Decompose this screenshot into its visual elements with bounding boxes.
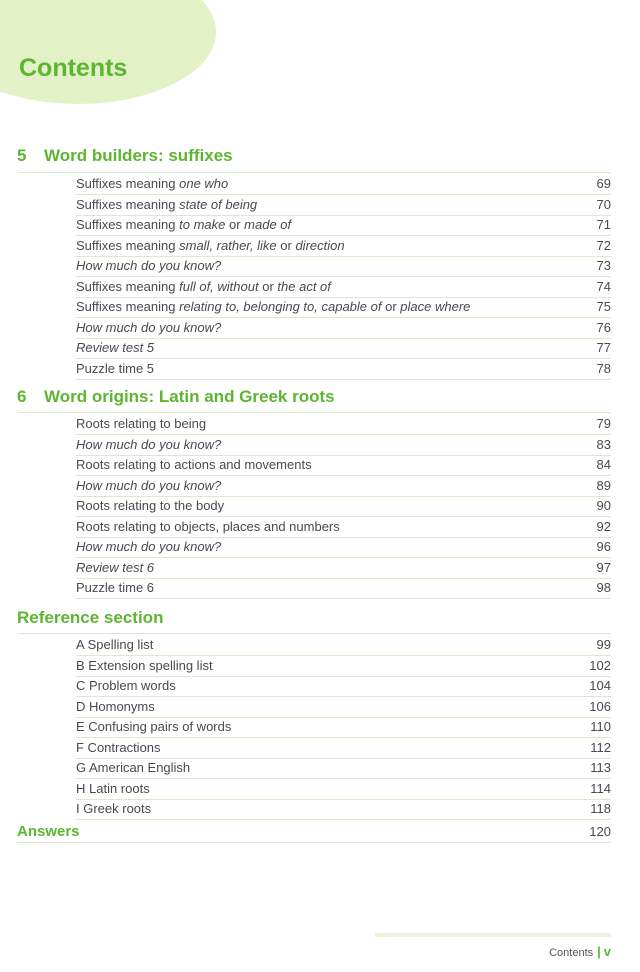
entry-text: Roots relating to actions and movements (76, 457, 312, 472)
entry-page-number: 97 (596, 559, 611, 575)
entry-title (76, 476, 221, 496)
entry-text: Suffixes meaning (76, 196, 180, 212)
entry-title (76, 517, 340, 537)
toc-entry[interactable] (76, 215, 611, 236)
toc-entry[interactable] (76, 558, 611, 579)
section-heading (17, 146, 233, 166)
section-title: Word builders: suffixes (44, 146, 233, 165)
entry-title (76, 697, 155, 717)
entry-text-italic: made of (244, 217, 292, 232)
toc-entry[interactable] (76, 635, 611, 656)
entry-page-number: 113 (590, 760, 611, 775)
toc-entry[interactable] (76, 318, 611, 339)
entry-text-italic: How much do you know? (76, 477, 222, 493)
entry-title (76, 738, 161, 758)
entry-page-number: 110 (590, 719, 611, 734)
toc-entry[interactable] (76, 697, 611, 718)
entry-title (76, 496, 224, 516)
toc-entry[interactable] (76, 414, 611, 435)
entry-page-number: 84 (596, 457, 611, 472)
entry-page-number: 75 (596, 299, 611, 314)
entry-page-number: 98 (596, 580, 611, 595)
entry-text: Roots relating to objects, places and numbers (76, 518, 340, 534)
entry-text-italic: relating to, belonging to, capable of (179, 299, 382, 314)
section-number: 6 (17, 387, 27, 406)
entry-page-number: 71 (596, 217, 611, 232)
entry-page-number: 118 (590, 801, 611, 816)
toc-entry[interactable] (76, 236, 611, 257)
entry-page-number: 114 (590, 780, 611, 796)
entry-page-number: 69 (596, 176, 611, 191)
title-background-shape (0, 0, 216, 104)
entry-text: or (258, 278, 278, 294)
entry-title (76, 558, 154, 578)
footer-label: Contents (549, 947, 594, 959)
entry-title (76, 297, 470, 317)
page-title: Contents (19, 54, 128, 82)
entry-title (76, 799, 151, 819)
toc-entry[interactable] (76, 517, 611, 538)
entry-text-italic: one who (179, 176, 229, 191)
entry-title (76, 455, 312, 475)
answers-title: Answers (17, 823, 80, 840)
entry-text-italic: the act of (277, 278, 331, 294)
toc-entry[interactable] (76, 496, 611, 517)
entry-title (76, 779, 150, 799)
entry-page-number: 99 (596, 637, 611, 652)
entry-text: Suffixes meaning (76, 176, 180, 191)
entry-title (76, 635, 153, 655)
entry-title (76, 758, 190, 778)
entry-title (76, 318, 221, 338)
toc-entry[interactable] (76, 738, 611, 759)
entry-title (76, 174, 228, 194)
entry-page-number: 76 (596, 319, 611, 335)
entry-title (76, 435, 221, 455)
toc-entry[interactable] (76, 359, 611, 380)
entry-text: G American English (76, 760, 191, 775)
entry-text-italic: small, rather, like (179, 237, 277, 253)
entry-text: E Confusing pairs of words (76, 719, 232, 734)
toc-entry[interactable] (76, 256, 611, 277)
toc-entry[interactable] (76, 455, 611, 476)
entry-title (76, 676, 176, 696)
entry-title (76, 215, 291, 235)
entry-page-number: 78 (596, 360, 611, 376)
entry-page-number: 90 (596, 498, 611, 513)
entry-title (76, 236, 345, 256)
entry-title (76, 277, 331, 297)
entry-title (76, 256, 221, 276)
toc-entry[interactable] (76, 758, 611, 779)
entry-text-italic: How much do you know? (76, 319, 222, 335)
entry-page-number: 72 (596, 237, 611, 253)
footer-separator: | (597, 944, 601, 959)
footer-rule (375, 933, 611, 937)
entry-text: B Extension spelling list (76, 657, 213, 673)
entry-page-number: 77 (596, 340, 611, 355)
entry-title (76, 414, 206, 434)
toc-entry[interactable] (76, 338, 611, 359)
entry-text: A Spelling list (76, 637, 154, 652)
entry-text: Suffixes meaning (76, 299, 180, 314)
entry-text: Puzzle time 5 (76, 360, 155, 376)
footer-page-number: v (603, 944, 611, 959)
entry-text-italic: How much do you know? (76, 436, 222, 452)
toc-entry[interactable] (76, 717, 611, 738)
entry-text: or (381, 299, 401, 314)
entry-page-number: 83 (596, 436, 611, 452)
entry-text: D Homonyms (76, 698, 155, 714)
entry-title (76, 195, 257, 215)
toc-entry[interactable] (76, 799, 611, 820)
toc-entry[interactable] (76, 297, 611, 318)
entry-page-number: 70 (596, 196, 611, 212)
entry-text-italic: state of being (179, 196, 258, 212)
entry-page-number: 106 (589, 698, 611, 714)
entry-text: Roots relating to the body (76, 498, 225, 513)
toc-entry-answers[interactable] (17, 822, 611, 843)
entry-title (76, 338, 154, 358)
entry-text: or (225, 217, 245, 232)
page-footer (549, 944, 611, 959)
section-heading (17, 387, 335, 407)
entry-text-italic: direction (295, 237, 345, 253)
toc-entry[interactable] (76, 476, 611, 497)
entry-text: I Greek roots (76, 801, 152, 816)
entry-text: F Contractions (76, 739, 161, 755)
toc-entry[interactable] (76, 676, 611, 697)
entry-text-italic: Review test 5 (76, 340, 155, 355)
entry-text: or (276, 237, 296, 253)
toc-entry[interactable] (76, 195, 611, 216)
entry-page-number: 79 (596, 416, 611, 431)
section-heading (17, 608, 163, 628)
entry-text-italic: How much do you know? (76, 258, 222, 273)
entry-page-number: 74 (596, 278, 611, 294)
entry-text: Puzzle time 6 (76, 580, 155, 595)
toc-entry[interactable] (76, 174, 611, 195)
entry-title (76, 537, 221, 557)
entry-title (76, 578, 154, 598)
entry-title (76, 717, 231, 737)
entry-page-number: 104 (589, 678, 611, 693)
entry-text: H Latin roots (76, 780, 150, 796)
toc-entry[interactable] (76, 537, 611, 558)
entry-text-italic: How much do you know? (76, 539, 222, 554)
entry-text: Roots relating to being (76, 416, 207, 431)
entry-page-number: 112 (590, 739, 611, 755)
section-title: Word origins: Latin and Greek roots (44, 387, 335, 406)
entry-text: Suffixes meaning (76, 237, 180, 253)
entry-text-italic: place where (400, 299, 471, 314)
entry-text-italic: Review test 6 (76, 559, 155, 575)
entry-text-italic: to make (179, 217, 226, 232)
entry-page-number: 120 (589, 824, 611, 839)
entry-text: Suffixes meaning (76, 217, 180, 232)
entry-text: Suffixes meaning (76, 278, 180, 294)
entry-page-number: 96 (596, 539, 611, 554)
toc-entry[interactable] (76, 435, 611, 456)
toc-entry[interactable] (76, 277, 611, 298)
entry-page-number: 89 (596, 477, 611, 493)
toc-entry[interactable] (76, 779, 611, 800)
entry-title (76, 656, 213, 676)
toc-entry[interactable] (76, 656, 611, 677)
entry-page-number: 73 (596, 258, 611, 273)
entry-page-number: 92 (596, 518, 611, 534)
entry-title (76, 359, 154, 379)
entry-text: C Problem words (76, 678, 176, 693)
section-title: Reference section (17, 608, 164, 627)
section-number: 5 (17, 146, 27, 165)
entry-text-italic: full of, without (179, 278, 259, 294)
toc-entry[interactable] (76, 578, 611, 599)
entry-page-number: 102 (589, 657, 611, 673)
